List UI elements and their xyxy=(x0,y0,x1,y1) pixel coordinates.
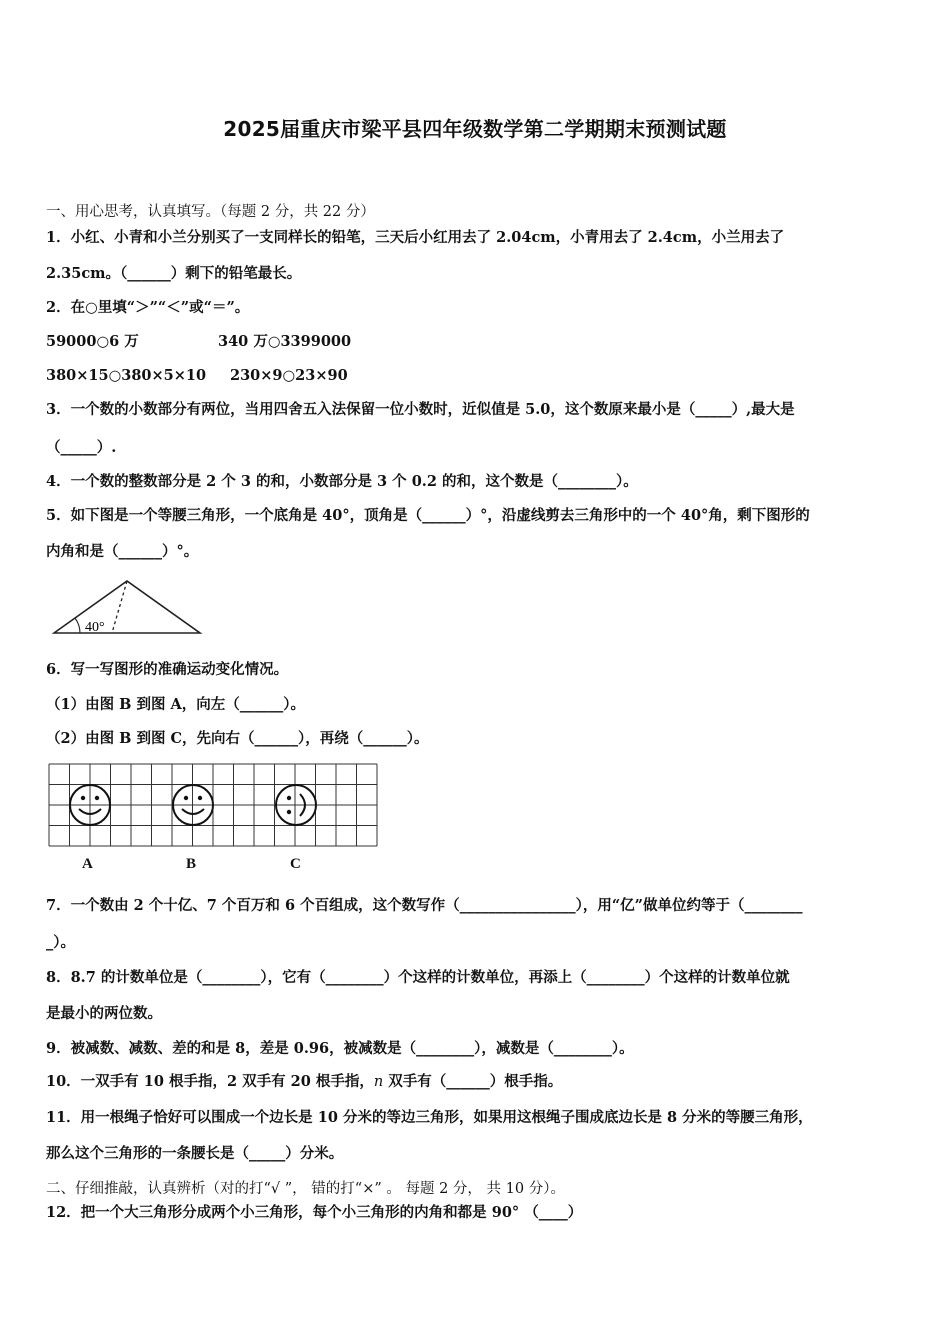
figure-label-b: B xyxy=(186,856,197,872)
question-2: 2．在○里填“＞”“＜”或“＝”。 xyxy=(46,299,250,316)
question-6-part-1: （1）由图 B 到图 A，向左（______）。 xyxy=(46,696,305,713)
question-2-item-4: 230×9○23×90 xyxy=(230,367,348,384)
question-8-line-2: 是最小的两位数。 xyxy=(46,1005,162,1022)
question-12: 12．把一个大三角形分成两个小三角形，每个小三角形的内角和都是 90° （____） xyxy=(46,1204,583,1221)
question-3-line-2: （_____）. xyxy=(46,439,117,456)
angle-arc xyxy=(75,618,80,633)
question-10 xyxy=(46,1072,904,1092)
question-1-line-1: 1．小红、小青和小兰分别买了一支同样长的铅笔，三天后小红用去了 2.04cm，小青用去了 2.4cm，小兰用去了 xyxy=(46,229,785,246)
section-2-heading: 二、仔细推敲，认真辨析（对的打“√ ”， 错的打“×” 。 每题 2 分， 共 10 分）。 xyxy=(46,1181,565,1197)
cut-dashed-line xyxy=(112,581,127,633)
question-11-line-1: 11．用一根绳子恰好可以围成一个边长是 10 分米的等边三角形，如果用这根绳子围成底边长是 8 分米的等腰三角形， xyxy=(46,1109,813,1126)
smiley-grid-figure xyxy=(48,763,383,849)
question-6: 6．写一写图形的准确运动变化情况。 xyxy=(46,661,289,678)
question-10-variable: n xyxy=(373,1074,384,1090)
question-10-prefix: 10．一双手有 10 根手指，2 双手有 20 根手指， xyxy=(46,1073,374,1090)
triangle-outline xyxy=(54,581,200,633)
page-title: 2025届重庆市梁平县四年级数学第二学期期末预测试题 xyxy=(223,117,727,141)
question-9: 9．被减数、减数、差的和是 8，差是 0.96，被减数是（________），减数是（________）。 xyxy=(46,1040,634,1057)
question-1-line-2: 2.35cm。（______）剩下的铅笔最长。 xyxy=(46,265,302,282)
question-5-line-2: 内角和是（______）°。 xyxy=(46,543,199,560)
angle-label: 40° xyxy=(85,620,105,635)
question-3-line-1: 3．一个数的小数部分有两位，当用四舍五入法保留一位小数时，近似值是 5.0，这个数原来最小是（_____）,最大是 xyxy=(46,401,795,418)
question-7-line-2: _）。 xyxy=(46,934,75,951)
question-6-part-2: （2）由图 B 到图 C，先向右（______），再绕（______）。 xyxy=(46,730,429,747)
question-2-item-3: 380×15○380×5×10 xyxy=(46,367,207,384)
question-7-line-1: 7．一个数由 2 个十亿、7 个百万和 6 个百组成，这个数写作（________________），用“亿”做单位约等于（________ xyxy=(46,897,803,914)
question-4: 4．一个数的整数部分是 2 个 3 的和，小数部分是 3 个 0.2 的和，这个数是（________）。 xyxy=(46,473,638,490)
question-10-suffix: 双手有（______）根手指。 xyxy=(383,1073,563,1090)
question-2-item-1: 59000○6 万 xyxy=(46,333,139,350)
figure-label-a: A xyxy=(82,856,93,872)
figure-label-c: C xyxy=(290,856,301,872)
section-1-heading: 一、用心思考，认真填写。（每题 2 分，共 22 分） xyxy=(46,204,375,220)
isosceles-triangle-figure xyxy=(50,576,210,638)
question-2-item-2: 340 万○3399000 xyxy=(218,333,352,350)
question-11-line-2: 那么这个三角形的一条腰长是（_____）分米。 xyxy=(46,1145,344,1162)
question-5-line-1: 5．如下图是一个等腰三角形，一个底角是 40°，顶角是（______）°，沿虚线剪去三角形中的一个 40°角，剩下图形的 xyxy=(46,507,810,524)
question-8-line-1: 8．8.7 的计数单位是（________），它有（________）个这样的计数单位，再添上（________）个这样的计数单位就 xyxy=(46,969,790,986)
